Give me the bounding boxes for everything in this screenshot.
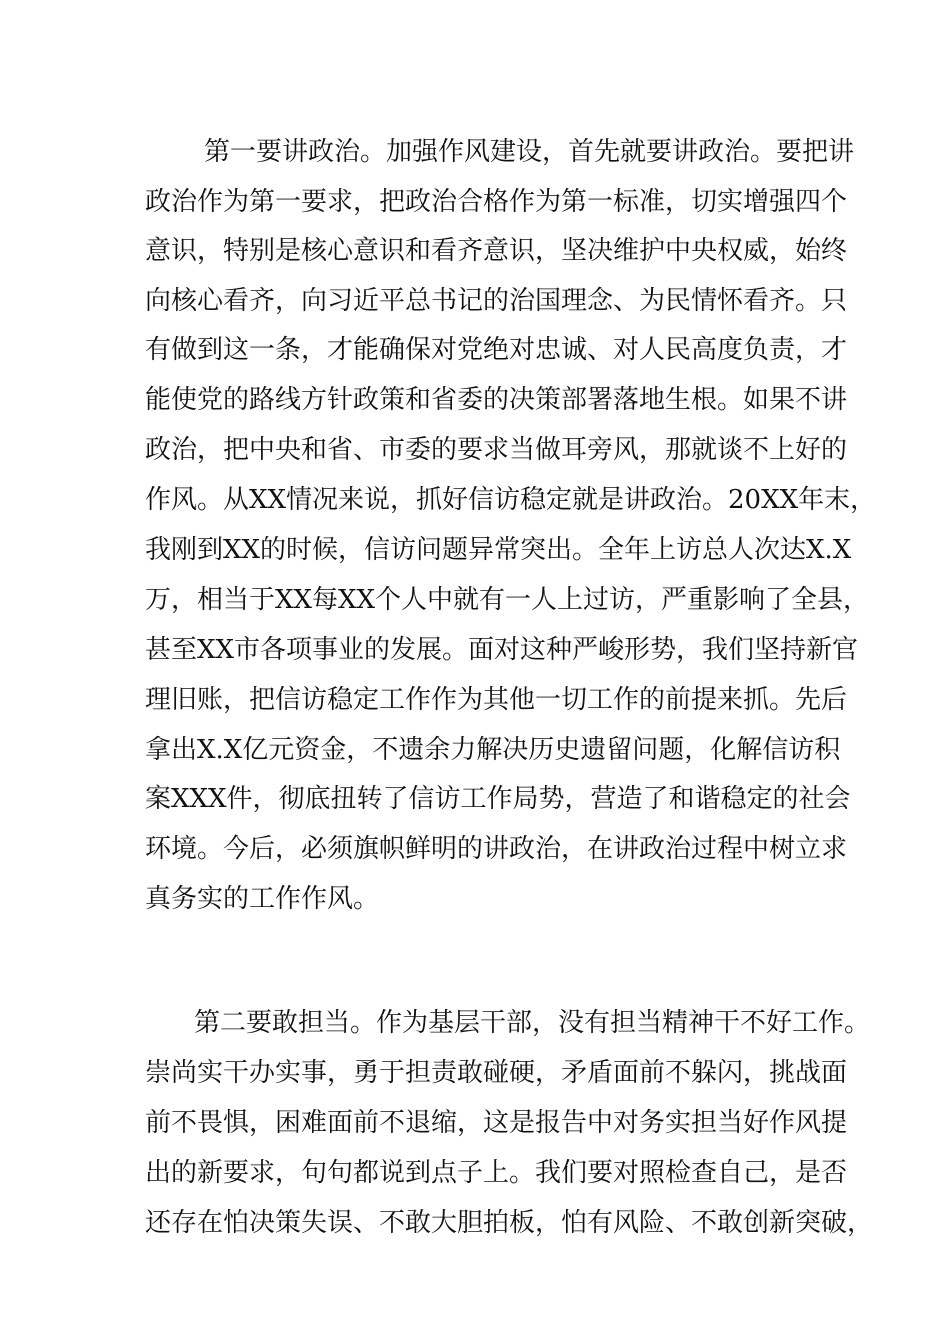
paragraph-1-line-15: 环境。今后，必须旗帜鲜明的讲政治，在讲政治过程中树立求 bbox=[145, 834, 848, 864]
paragraph-2-line-3: 前不畏惧，困难面前不退缩，这是报告中对务实担当好作风提 bbox=[145, 1108, 848, 1138]
paragraph-1-line-14: 案XXX件，彻底扭转了信访工作局势，营造了和谐稳定的社会 bbox=[145, 784, 851, 814]
paragraph-1-line-3: 意识，特别是核心意识和看齐意识，坚决维护中央权威，始终 bbox=[145, 236, 848, 266]
paragraph-1-line-12: 理旧账，把信访稳定工作作为其他一切工作的前提来抓。先后 bbox=[145, 685, 848, 715]
paragraph-1-line-4: 向核心看齐，向习近平总书记的治国理念、为民情怀看齐。只 bbox=[145, 286, 848, 316]
paragraph-1-line-10: 万，相当于XX每XX个人中就有一人上过访，严重影响了全县， bbox=[145, 585, 870, 615]
paragraph-1-line-16: 真务实的工作作风。 bbox=[145, 884, 380, 914]
paragraph-2-line-2: 崇尚实干办实事，勇于担责敢碰硬，矛盾面前不躲闪，挑战面 bbox=[145, 1058, 848, 1088]
paragraph-1-line-11: 甚至XX市各项事业的发展。面对这种严峻形势，我们坚持新官 bbox=[145, 635, 859, 665]
paragraph-1-line-2: 政治作为第一要求，把政治合格作为第一标准，切实增强四个 bbox=[145, 187, 848, 217]
paragraph-1-line-9: 我刚到XX的时候，信访问题异常突出。全年上访总人次达X.X bbox=[145, 535, 852, 565]
paragraph-2-line-5: 还存在怕决策失误、不敢大胆拍板，怕有风险、不敢创新突破， bbox=[145, 1208, 874, 1238]
paragraph-2-line-4: 出的新要求，句句都说到点子上。我们要对照检查自己，是否 bbox=[145, 1158, 848, 1188]
paragraph-1-line-1: 第一要讲政治。加强作风建设，首先就要讲政治。要把讲 bbox=[204, 137, 855, 167]
paragraph-1-line-13: 拿出X.X亿元资金，不遗余力解决历史遗留问题，化解信访积 bbox=[145, 735, 841, 765]
paragraph-2-line-1: 第二要敢担当。作为基层干部，没有担当精神干不好工作。 bbox=[194, 1008, 871, 1038]
paragraph-1-line-6: 能使党的路线方针政策和省委的决策部署落地生根。如果不讲 bbox=[145, 385, 848, 415]
paragraph-1-line-5: 有做到这一条，才能确保对党绝对忠诚、对人民高度负责，才 bbox=[145, 335, 848, 365]
paragraph-1-line-7: 政治，把中央和省、市委的要求当做耳旁风，那就谈不上好的 bbox=[145, 435, 848, 465]
paragraph-1-line-8: 作风。从XX情况来说，抓好信访稳定就是讲政治。20XX年末， bbox=[145, 485, 877, 515]
